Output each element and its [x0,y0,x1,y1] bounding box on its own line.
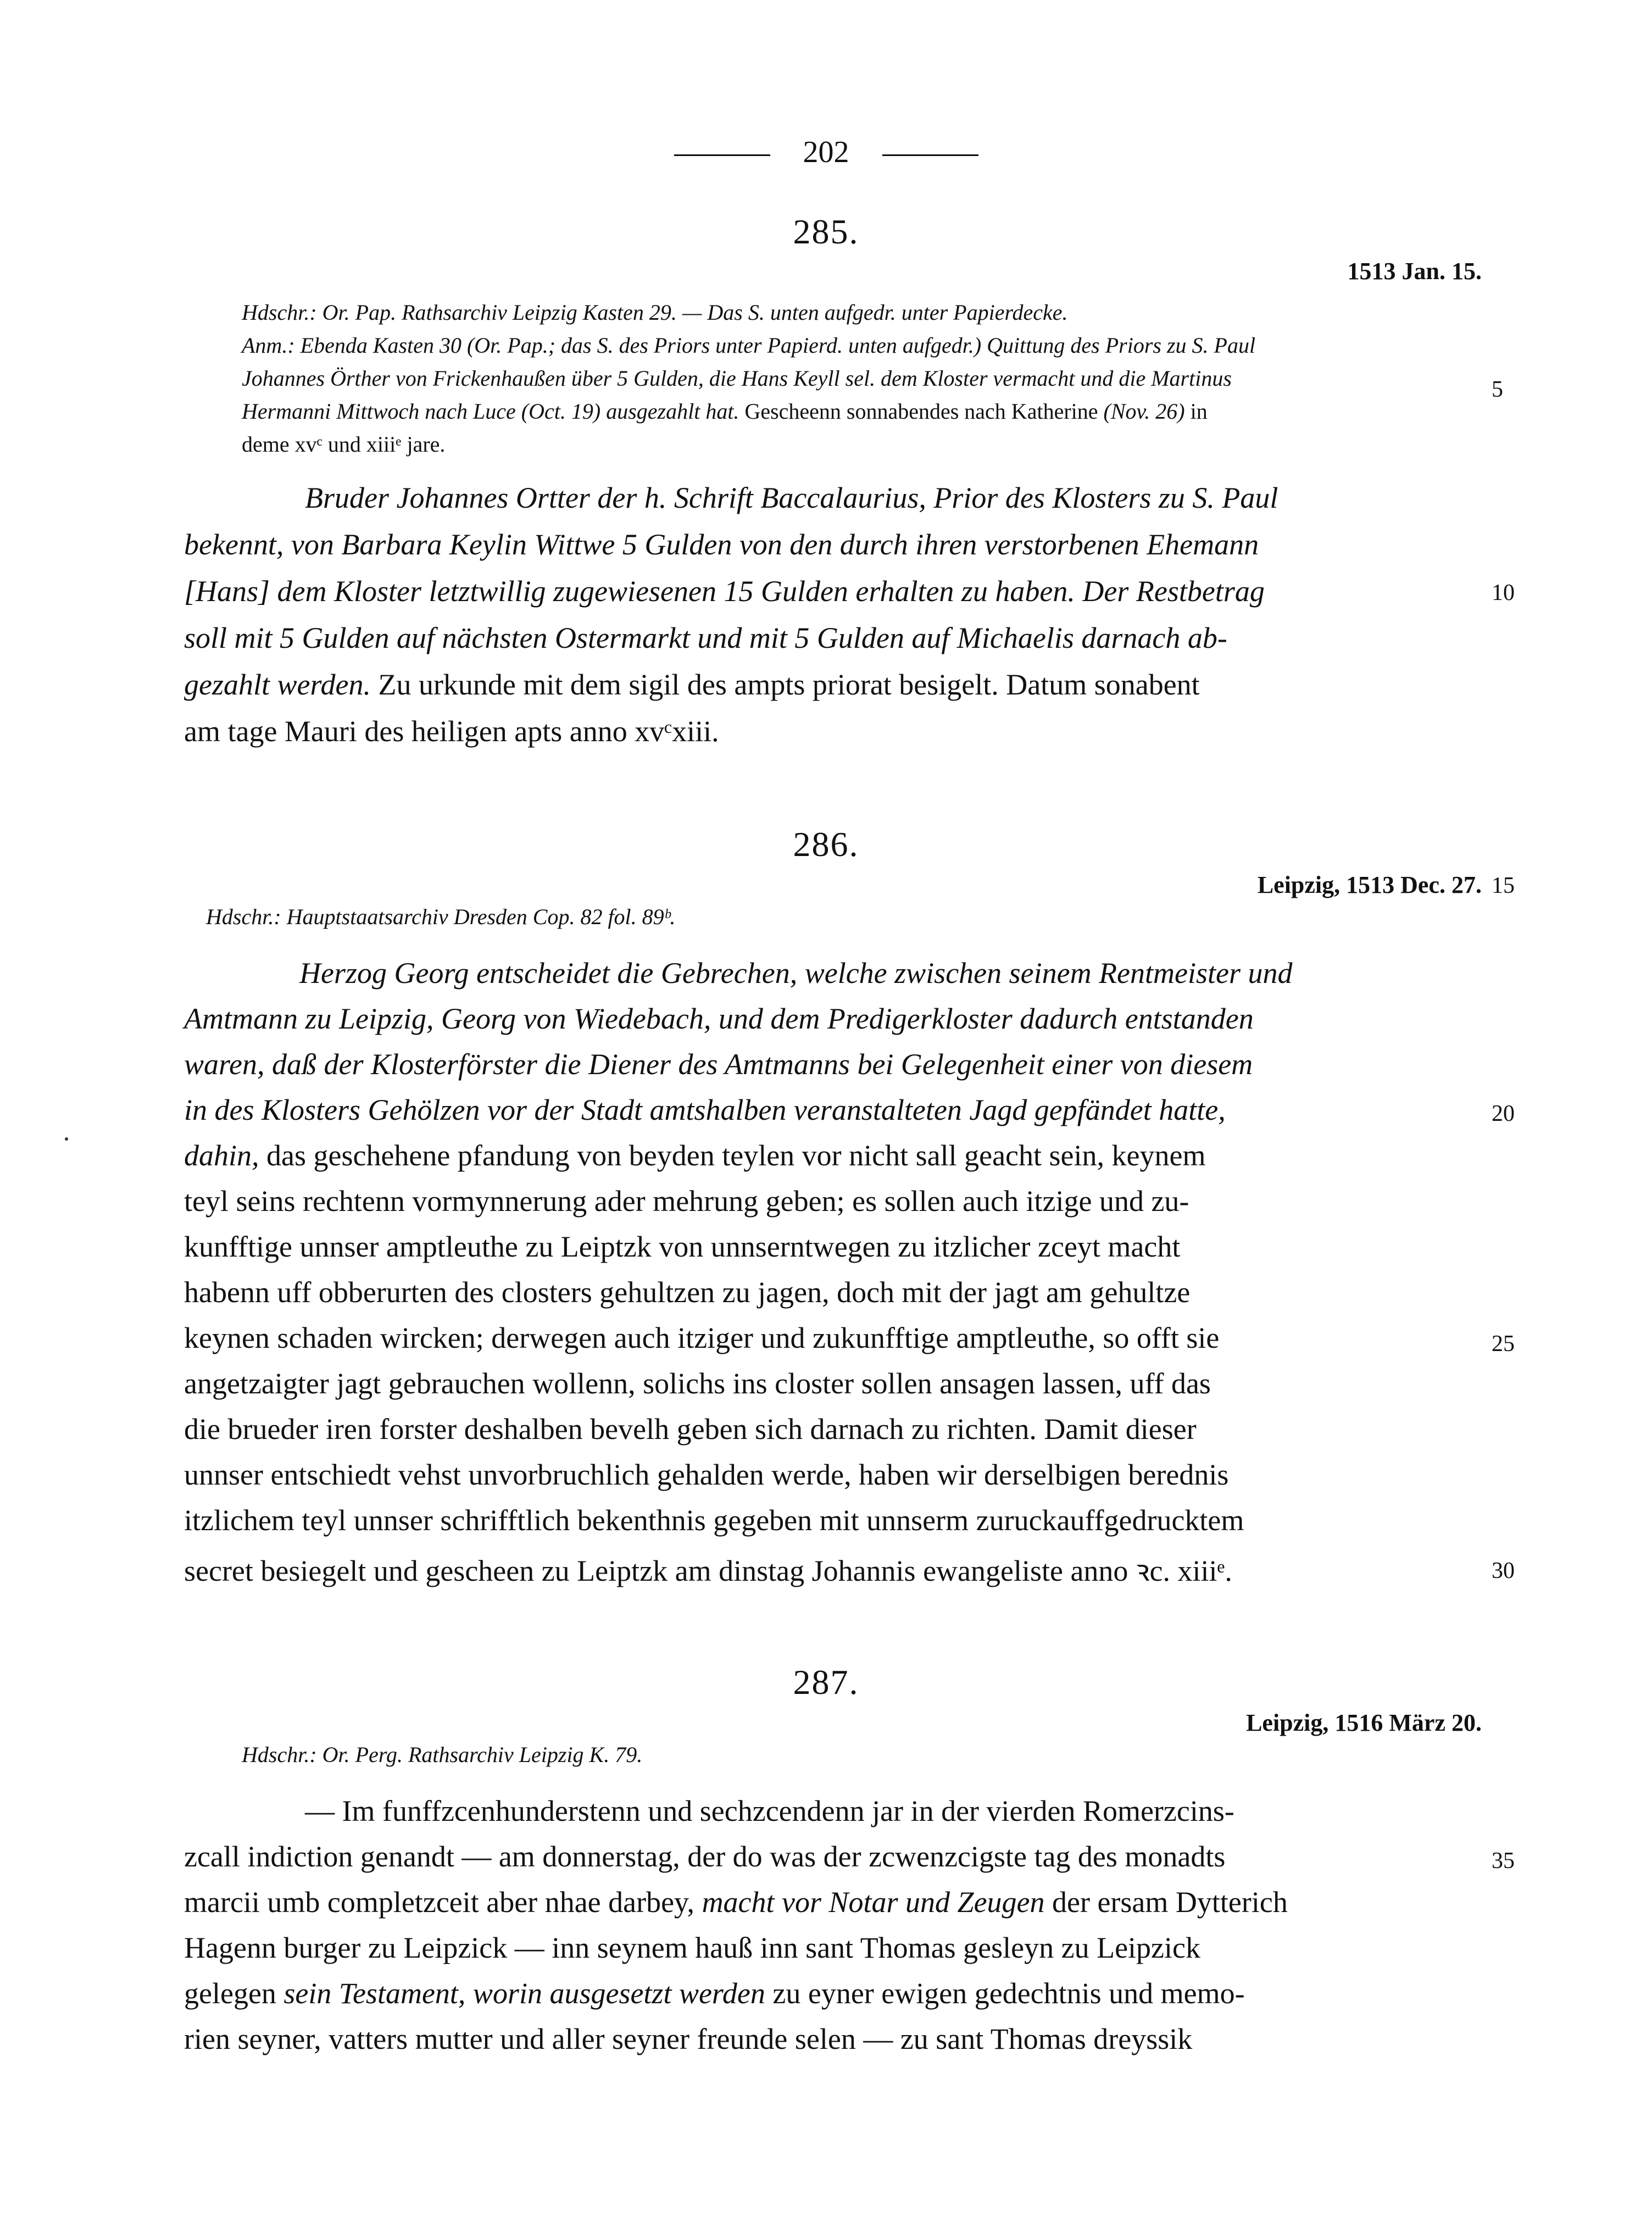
doc-286-source: Hdschr.: Hauptstaatsarchiv Dresden Cop. 82 fol. 89ᵇ. [206,904,676,929]
doc-286-body-line-5 [184,1138,1205,1172]
doc-286-body-text: in des Klosters Gehölzen vor der Stadt amtshalben veranstalteten Jagd gepfändet hatte, [184,1093,1226,1126]
doc-285-source-line-4-date: (Nov. 26) [1103,399,1185,424]
doc-285-source-line-2: Anm.: Ebenda Kasten 30 (Or. Pap.; das S. des Priors unter Papierd. unten aufgedr.) Quittung des Priors zu S. Paul [242,333,1256,358]
doc-286-body-text: waren, daß der Klosterförster die Diener des Amtmanns bei Gelegenheit einer von diesem [184,1048,1253,1081]
doc-287-body-line-3 [184,1885,1288,1919]
doc-285-body-text-roman: Zu urkunde mit dem sigil des ampts priorat besigelt. Datum sonabent [370,668,1200,701]
doc-285-source-line-5-text: deme xvᶜ und xiiiᵉ jare. [242,432,446,457]
line-number-5: 5 [1492,377,1503,402]
header-rule-left [674,154,770,156]
line-number-15: 15 [1492,873,1515,898]
doc-286-body-line-7: kunfftige unnser amptleuthe zu Leiptzk von unnserntwegen zu itzlicher zceyt macht [184,1230,1181,1263]
doc-285-body-line-6: am tage Mauri des heiligen apts anno xvᶜxiii. [184,715,719,748]
doc-287-body-line-5 [184,1976,1245,2010]
doc-286-body-text-roman: das geschehene pfandung von beyden teylen vor nicht sall geacht sein, keynem [259,1139,1206,1172]
line-number-20: 20 [1492,1101,1515,1126]
doc-286-body-line-8: habenn uff obberurten des closters gehultzen zu jagen, doch mit der jagt am gehultze [184,1276,1191,1309]
doc-285-body-text: gezahlt werden. [184,668,371,701]
doc-285-source-line-4-text: Gescheenn sonnabendes nach Katherine [739,399,1104,424]
doc-285-body-text: Bruder Johannes Ortter der h. Schrift Baccalaurius, Prior des Klosters zu S. Paul [305,481,1278,514]
doc-285-source-line-4 [242,398,1208,424]
doc-287-body-text-roman: gelegen [184,1977,276,2010]
doc-286-body-text: dahin, [184,1139,259,1172]
doc-286-body-line-14: secret besiegelt und gescheen zu Leiptzk am dinstag Johannis ewangeliste anno ꝛc. xiiiᵉ. [184,1554,1232,1587]
doc-287-body-line-6: rien seyner, vatters mutter und aller seyner freunde selen — zu sant Thomas dreyssik [184,2022,1193,2055]
line-number-30: 30 [1492,1558,1515,1583]
doc-285-body-text: bekennt, von Barbara Keylin Wittwe 5 Gulden von den durch ihren verstorbenen Ehemann [184,528,1259,561]
doc-287-number: 287. [793,1663,859,1702]
doc-285-body-line-2 [184,527,1259,562]
doc-285-body-line-5 [184,668,1200,702]
doc-286-body-line-13: itzlichem teyl unnser schrifftlich bekenthnis gegeben mit unnserm zuruckauffgedrucktem [184,1504,1244,1537]
doc-286-number: 286. [793,825,859,864]
doc-285-source-line-1: Hdschr.: Or. Pap. Rathsarchiv Leipzig Kasten 29. — Das S. unten aufgedr. unter Papierdecke. [242,300,1068,325]
doc-286-body-line-2 [184,1002,1254,1036]
doc-286-date: Leipzig, 1513 Dec. 27. [1257,871,1482,898]
doc-285-source-line-4-italic: Hermanni Mittwoch nach Luce (Oct. 19) ausgezahlt hat. [242,399,739,424]
doc-285-body-line-4 [184,621,1227,655]
doc-286-body-line-9: keynen schaden wircken; derwegen auch itziger und zukunfftige amptleuthe, so offt sie [184,1321,1220,1354]
doc-286-body-line-1 [299,956,1293,990]
doc-285-date: 1513 Jan. 15. [1347,258,1482,285]
page-header [0,135,1652,170]
doc-285-source-line-3: Johannes Örther von Frickenhaußen über 5 Gulden, die Hans Keyll sel. dem Kloster vermacht und die Martinus [242,366,1232,391]
doc-285-body-line-1 [305,481,1278,515]
line-number-10: 10 [1492,580,1515,605]
doc-286-body-line-10: angetzaigter jagt gebrauchen wollenn, solichs ins closter sollen ansagen lassen, uff das [184,1367,1211,1400]
doc-287-source: Hdschr.: Or. Perg. Rathsarchiv Leipzig K. 79. [242,1742,643,1767]
doc-287-body-text-roman: der ersam Dytterich [1044,1886,1288,1919]
doc-287-body-line-1: — Im funffzcenhunderstenn und sechzcendenn jar in der vierden Romerzcins- [305,1794,1234,1827]
scan-speck [65,1137,68,1141]
doc-287-body-text-italic: macht vor Notar und Zeugen [694,1886,1045,1919]
doc-285-body-text: soll mit 5 Gulden auf nächsten Ostermarkt und mit 5 Gulden auf Michaelis darnach ab- [184,621,1227,654]
doc-285-source-line-5 [242,431,445,457]
doc-287-body-text-italic: sein Testament, worin ausgesetzt werden [276,1977,765,2010]
doc-286-body-line-6: teyl seins rechtenn vormynnerung ader mehrung geben; es sollen auch itzige und zu- [184,1185,1189,1218]
doc-287-body-line-2: zcall indiction genandt — am donnerstag, der do was der zcwenzcigste tag des monadts [184,1840,1226,1873]
doc-286-body-text: Herzog Georg entscheidet die Gebrechen, welche zwischen seinem Rentmeister und [299,957,1293,990]
doc-285-number: 285. [793,212,859,251]
doc-286-body-text: Amtmann zu Leipzig, Georg von Wiedebach, und dem Predigerkloster dadurch entstanden [184,1002,1254,1035]
doc-286-body-line-12: unnser entschiedt vehst unvorbruchlich gehalden werde, haben wir derselbigen berednis [184,1458,1229,1491]
doc-285-body-text: [Hans] dem Kloster letztwillig zugewiesenen 15 Gulden erhalten zu haben. Der Restbetrag [184,575,1265,608]
page-number: 202 [803,135,849,169]
doc-287-body-text-roman: marcii umb completzceit aber nhae darbey, [184,1886,695,1919]
doc-286-body-line-3 [184,1047,1253,1081]
doc-286-body-line-4 [184,1093,1226,1127]
header-rule-right [882,154,978,156]
doc-287-body-line-4: Hagenn burger zu Leipzick — inn seynem hauß inn sant Thomas gesleyn zu Leipzick [184,1931,1200,1964]
doc-287-body-text-roman: zu eyner ewigen gedechtnis und memo- [765,1977,1245,2010]
doc-285-body-line-3 [184,574,1265,608]
doc-287-date: Leipzig, 1516 März 20. [1246,1709,1482,1736]
doc-286-body-line-11: die brueder iren forster deshalben bevelh geben sich darnach zu richten. Damit dieser [184,1413,1197,1446]
doc-285-source-line-4-end: in [1184,399,1208,424]
line-number-25: 25 [1492,1331,1515,1357]
line-number-35: 35 [1492,1848,1515,1874]
